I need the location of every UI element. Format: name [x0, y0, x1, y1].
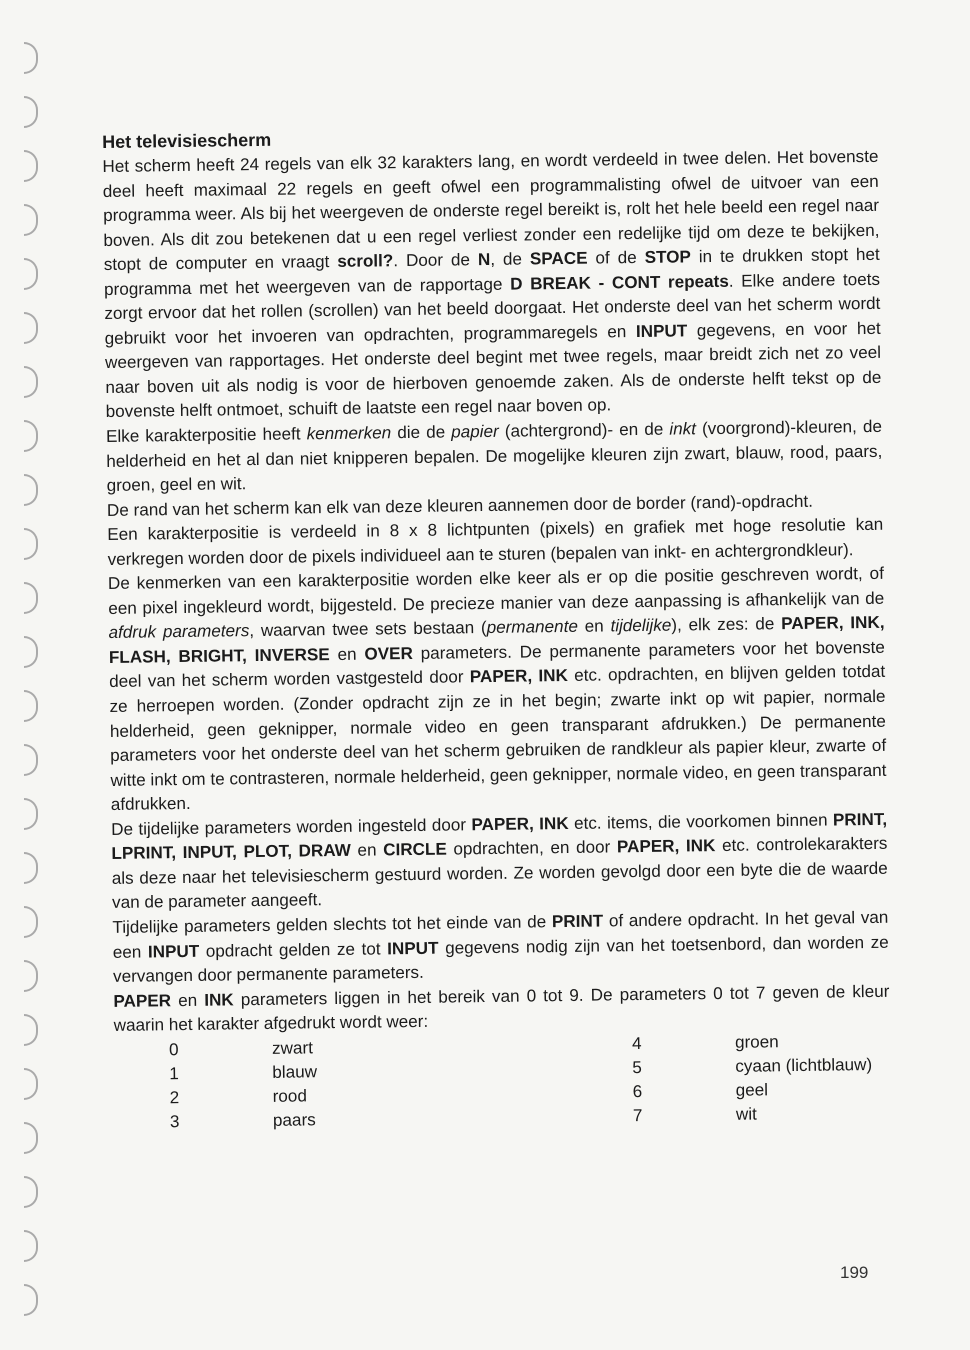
- binder-hole: [24, 690, 38, 722]
- binder-hole: [24, 798, 38, 830]
- binder-hole: [24, 960, 38, 992]
- text-run: ), elk zes: de: [671, 614, 782, 635]
- binder-hole: [24, 474, 38, 506]
- keyword: INPUT: [387, 938, 439, 958]
- text-run: opdracht gelden ze tot: [199, 938, 388, 961]
- binder-hole: [24, 582, 38, 614]
- text-run: die de: [391, 422, 452, 443]
- emphasis: papier: [451, 421, 499, 442]
- binder-hole: [24, 1176, 38, 1208]
- keyword: N: [477, 250, 491, 270]
- text-run: of andere opdracht. In het geval van een: [112, 907, 889, 962]
- binder-hole: [24, 744, 38, 776]
- text-run: of de: [587, 248, 645, 268]
- emphasis: inkt: [669, 419, 697, 439]
- text-run: Een karakterpositie is verdeeld in 8 x 8 lichtpunten (pixels) en grafiek met hoge resolutie kan verkregen worden door de pixels individueel aan te sturen (bepalen van inkt- en achtergrondkleur).: [107, 515, 884, 569]
- color-name: cyaan (lichtblauw): [735, 1054, 873, 1076]
- text-run: etc. opdrachten, en blijven gelden totdat ze herroepen worden. (Zonder opdracht zijn ze in het begin; zwarte inkt op wit papier, normale helderheid, geen geknipper, normale video en geen transparant afdrukken.) De permanente parameters voor het onderste deel van het scherm gebruiken de randkleur als papier kleur, zwarte of witte inkt om te contrasteren, normale helderheid, geen geknipper, normale video, en geen transparant afdrukken.: [109, 662, 887, 815]
- binder-holes: [0, 0, 60, 1350]
- keyword: CIRCLE: [383, 839, 447, 860]
- keyword: PAPER, INK: [469, 666, 569, 687]
- binder-hole: [24, 420, 38, 452]
- color-name: zwart: [271, 1038, 313, 1058]
- text-run: De tijdelijke parameters worden ingesteld door: [111, 814, 472, 839]
- color-table: [169, 1028, 891, 1133]
- keyword: INK: [204, 989, 234, 1010]
- binder-hole: [24, 1230, 38, 1262]
- text-run: en: [577, 616, 611, 637]
- color-name: rood: [272, 1086, 307, 1106]
- color-name: wit: [735, 1104, 757, 1124]
- text-run: , waarvan twee sets bestaan (: [249, 618, 487, 641]
- text-run: , de: [490, 249, 531, 270]
- binder-hole: [24, 528, 38, 560]
- binder-hole: [24, 312, 38, 344]
- color-number: 0: [168, 1039, 179, 1059]
- color-number: 5: [632, 1057, 642, 1077]
- text-run: in te drukken stopt het programma met het weergeven van de rapportage: [103, 245, 880, 299]
- text-run: Elke karakterpositie heeft: [105, 424, 307, 446]
- paragraph: [106, 415, 883, 499]
- text-run: etc. controlekarakters als deze naar het televisiescherm gestuurd worden. Ze worden gevolgd door een byte die de waarde van de parameter aangeeft.: [111, 834, 888, 913]
- binder-hole: [24, 1284, 38, 1316]
- keyword: INPUT: [147, 941, 200, 961]
- text-run: gegevens nodig zijn van het toetsenbord, dan worden ze vervangen door permanente parameters.: [112, 932, 889, 986]
- text-run: parameters liggen in het bereik van 0 tot 9. De parameters 0 tot 7 geven de kleur waarin het karakter afgedrukt wordt weer:: [113, 981, 890, 1036]
- keyword: PAPER, INK: [471, 813, 569, 834]
- text-run: etc. items, die voorkomen binnen: [568, 810, 834, 833]
- color-name: paars: [272, 1109, 316, 1130]
- keyword: PRINT, LPRINT, INPUT, PLOT, DRAW: [111, 809, 888, 864]
- keyword: scroll?: [337, 251, 394, 272]
- text-run: (achtergrond)- en de: [498, 419, 670, 441]
- binder-hole: [24, 1014, 38, 1046]
- color-name: geel: [735, 1080, 769, 1100]
- binder-hole: [24, 636, 38, 668]
- binder-hole: [24, 150, 38, 182]
- keyword: PAPER: [113, 990, 172, 1011]
- keyword: SPACE: [529, 248, 588, 269]
- text-run: (voorgrond)-kleuren, de helderheid en het al dan niet knipperen bepalen. De mogelijke kleuren zijn zwart, blauw, rood, paars, groen, geel en wit.: [106, 416, 883, 496]
- color-number: 4: [631, 1033, 642, 1053]
- page-content: [102, 120, 891, 1135]
- keyword: OVER: [364, 643, 413, 664]
- keyword: INPUT: [635, 321, 688, 341]
- color-number: 3: [169, 1111, 180, 1131]
- section-heading: Het televisiescherm: [102, 129, 272, 152]
- binder-hole: [24, 366, 38, 398]
- emphasis: tijdelijke: [610, 615, 672, 636]
- text-run: en: [329, 644, 365, 665]
- body-text: [102, 145, 890, 1039]
- keyword: PRINT: [551, 911, 604, 932]
- emphasis: afdruk parameters: [108, 621, 250, 643]
- paragraph: [112, 906, 889, 990]
- paragraph: [102, 145, 881, 425]
- text-run: opdrachten, en door: [446, 837, 618, 859]
- page-number: 199: [840, 1263, 869, 1282]
- text-run: . Elke andere toets zorgt ervoor dat het rollen (scrollen) van het beeld doorgaat. Het onderste deel van het scherm wordt gebruikt voor het invoeren van opdrachten, programmaregels en: [104, 269, 881, 348]
- binder-hole: [24, 204, 38, 236]
- text-run: . Door de: [393, 250, 479, 271]
- keyword: PAPER, INK: [616, 836, 716, 857]
- color-number: 6: [632, 1081, 643, 1101]
- paragraph: [108, 562, 887, 818]
- keyword: PAPER, INK, FLASH, BRIGHT, INVERSE: [108, 613, 885, 667]
- binder-hole: [24, 96, 38, 128]
- binder-hole: [24, 1068, 38, 1100]
- binder-hole: [24, 906, 38, 938]
- color-name: blauw: [272, 1061, 318, 1082]
- text-run: parameters. De permanente parameters voor het bovenste deel van het scherm worden vastgesteld door: [109, 637, 885, 692]
- binder-hole: [24, 42, 38, 74]
- text-run: Tijdelijke parameters gelden slechts tot het einde van de: [112, 912, 553, 937]
- color-number: 1: [169, 1063, 179, 1083]
- binder-hole: [24, 258, 38, 290]
- binder-hole: [24, 1122, 38, 1154]
- keyword: D BREAK - CONT repeats: [510, 271, 729, 294]
- paragraph: [111, 808, 888, 916]
- binder-hole: [24, 852, 38, 884]
- text-run: Het scherm heeft 24 regels van elk 32 karakters lang, en wordt verdeeld in twee delen. Het bovenste deel heeft maximaal 22 regels en geeft ofwel een programmalisting ofwel de uitvoer van een programma weer. Als bij het weergeven de onderste regel bereikt is, rolt het hele beeld een regel naar boven. Als dit zou betekenen dat u een regel verliest zonder een redelijke tijd om deze te bekijken, stopt de computer en vraagt: [102, 146, 880, 275]
- emphasis: permanente: [486, 617, 579, 638]
- text-run: gegevens, en voor het weergeven van rapportages. Het onderste deel begint met twee regels, maar breidt zich net zo veel naar boven uit als nodig is voor de hierboven genoemde zaken. Als de onderste helft tekst op de bovenste helft ontmoet, schuift de laatste een regel naar boven op.: [104, 318, 882, 422]
- color-name: groen: [734, 1031, 779, 1052]
- text-run: en: [170, 990, 205, 1010]
- text-run: De kenmerken van een karakterpositie worden elke keer als er op die positie geschreven wordt, of een pixel ingekleurd wordt, bijgesteld. De precieze manier van deze aanpassing is afhankelijk van de: [107, 564, 885, 618]
- emphasis: kenmerken: [306, 423, 392, 444]
- keyword: STOP: [644, 247, 691, 268]
- color-number: 7: [632, 1105, 643, 1125]
- text-run: De rand van het scherm kan elk van deze kleuren aannemen door de border (rand)-opdracht.: [106, 491, 814, 520]
- text-run: en: [350, 840, 384, 861]
- color-number: 2: [169, 1087, 180, 1107]
